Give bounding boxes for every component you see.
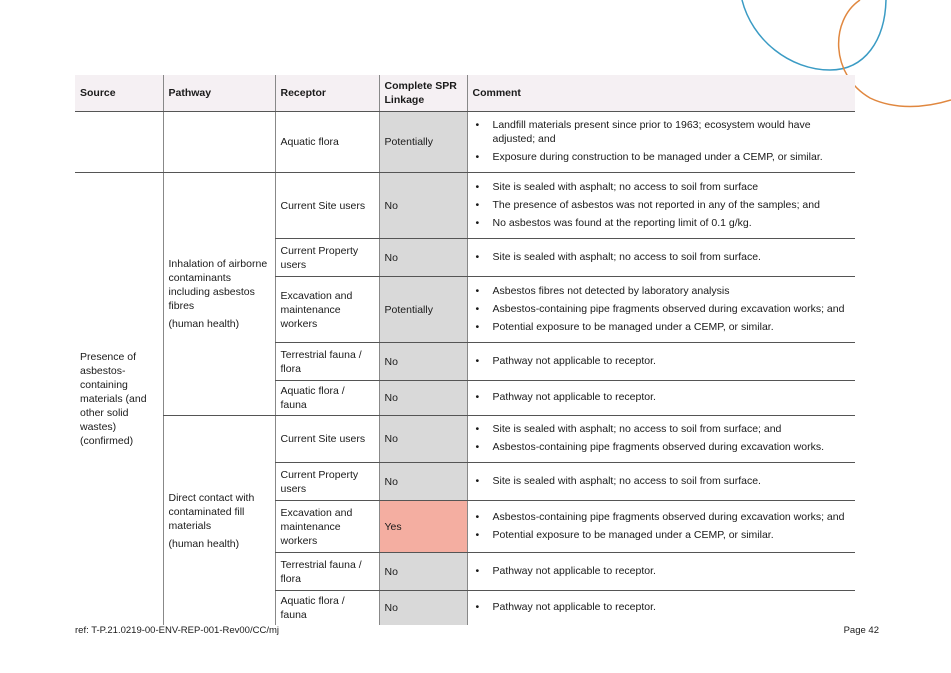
comment-bullet: • Potential exposure to be managed under a CEMP, or similar. — [473, 320, 851, 334]
table-header-row — [75, 75, 855, 112]
table-row — [75, 112, 855, 173]
comment-cell — [467, 343, 855, 381]
comment-cell — [467, 553, 855, 591]
linkage-cell: No — [379, 343, 467, 381]
linkage-cell: No — [379, 173, 467, 239]
receptor-cell: Aquatic flora / fauna — [275, 591, 379, 626]
footer-reference: ref: T-P.21.0219-00-ENV-REP-001-Rev00/CC/mj — [75, 625, 279, 636]
receptor-cell: Current Site users — [275, 416, 379, 463]
receptor-cell: Aquatic flora / fauna — [275, 381, 379, 416]
linkage-cell: Potentially — [379, 112, 467, 173]
header-comment: Comment — [467, 75, 855, 112]
blue-arc — [742, 0, 886, 70]
comment-cell — [467, 591, 855, 626]
header-linkage: Complete SPR Linkage — [379, 75, 467, 112]
comment-cell — [467, 173, 855, 239]
linkage-cell: No — [379, 381, 467, 416]
comment-bullet: • Pathway not applicable to receptor. — [473, 354, 851, 368]
receptor-cell: Current Site users — [275, 173, 379, 239]
comment-bullet: • Landfill materials present since prior to 1963; ecosystem would have adjusted; and — [473, 118, 851, 146]
pathway-label: Inhalation of airborne contaminants including asbestos fibres — [168, 258, 268, 312]
comment-bullet: • Asbestos-containing pipe fragments observed during excavation works; and — [473, 302, 851, 316]
comment-cell — [467, 239, 855, 277]
receptor-cell: Current Property users — [275, 463, 379, 501]
linkage-cell: Potentially — [379, 277, 467, 343]
table-row — [75, 173, 855, 239]
comment-bullet: • Asbestos-containing pipe fragments observed during excavation works; and — [473, 510, 851, 524]
linkage-cell: No — [379, 591, 467, 626]
comment-bullet: • Potential exposure to be managed under a CEMP, or similar. — [473, 528, 851, 542]
comment-bullet: • Site is sealed with asphalt; no access to soil from surface; and — [473, 422, 851, 436]
comment-bullet: • Pathway not applicable to receptor. — [473, 600, 851, 614]
comment-bullet: • No asbestos was found at the reporting limit of 0.1 g/kg. — [473, 216, 851, 230]
comment-bullet: • Pathway not applicable to receptor. — [473, 390, 851, 404]
linkage-cell: No — [379, 239, 467, 277]
comment-bullet: • The presence of asbestos was not reported in any of the samples; and — [473, 198, 851, 212]
comment-bullet: • Asbestos-containing pipe fragments observed during excavation works. — [473, 440, 851, 454]
pathway-note: (human health) — [168, 318, 240, 330]
pathway-label: Direct contact with contaminated fill materials — [168, 491, 255, 532]
comment-bullet: • Asbestos fibres not detected by laboratory analysis — [473, 284, 851, 298]
linkage-cell: No — [379, 416, 467, 463]
pathway-cell-empty — [163, 112, 275, 173]
comment-bullet: • Site is sealed with asphalt; no access to soil from surface. — [473, 250, 851, 264]
pathway-cell-direct-contact — [163, 416, 275, 626]
comment-cell — [467, 463, 855, 501]
receptor-cell: Terrestrial fauna / flora — [275, 343, 379, 381]
comment-bullet: • Pathway not applicable to receptor. — [473, 564, 851, 578]
table-row — [75, 416, 855, 463]
comment-cell — [467, 381, 855, 416]
receptor-cell: Terrestrial fauna / flora — [275, 553, 379, 591]
receptor-cell: Excavation and maintenance workers — [275, 501, 379, 553]
comment-bullet: • Site is sealed with asphalt; no access to soil from surface — [473, 180, 851, 194]
pathway-cell-inhalation — [163, 173, 275, 416]
comment-cell — [467, 277, 855, 343]
linkage-cell: No — [379, 463, 467, 501]
header-receptor: Receptor — [275, 75, 379, 112]
receptor-cell: Aquatic flora — [275, 112, 379, 173]
source-cell-empty — [75, 112, 163, 173]
comment-cell — [467, 416, 855, 463]
comment-cell — [467, 112, 855, 173]
pathway-note: (human health) — [168, 537, 240, 550]
header-pathway: Pathway — [163, 75, 275, 112]
comment-bullet: • Exposure during construction to be managed under a CEMP, or similar. — [473, 150, 851, 164]
page-number: Page 42 — [843, 625, 879, 636]
linkage-cell: No — [379, 553, 467, 591]
orange-arc — [839, 0, 951, 107]
header-source: Source — [75, 75, 163, 112]
comment-bullet: • Site is sealed with asphalt; no access to soil from surface. — [473, 474, 851, 488]
receptor-cell: Current Property users — [275, 239, 379, 277]
receptor-cell: Excavation and maintenance workers — [275, 277, 379, 343]
linkage-cell-yes: Yes — [379, 501, 467, 553]
source-cell: Presence of asbestos-containing materials (and other solid wastes) (confirmed) — [80, 351, 147, 447]
spr-linkage-table — [75, 75, 855, 625]
comment-cell — [467, 501, 855, 553]
